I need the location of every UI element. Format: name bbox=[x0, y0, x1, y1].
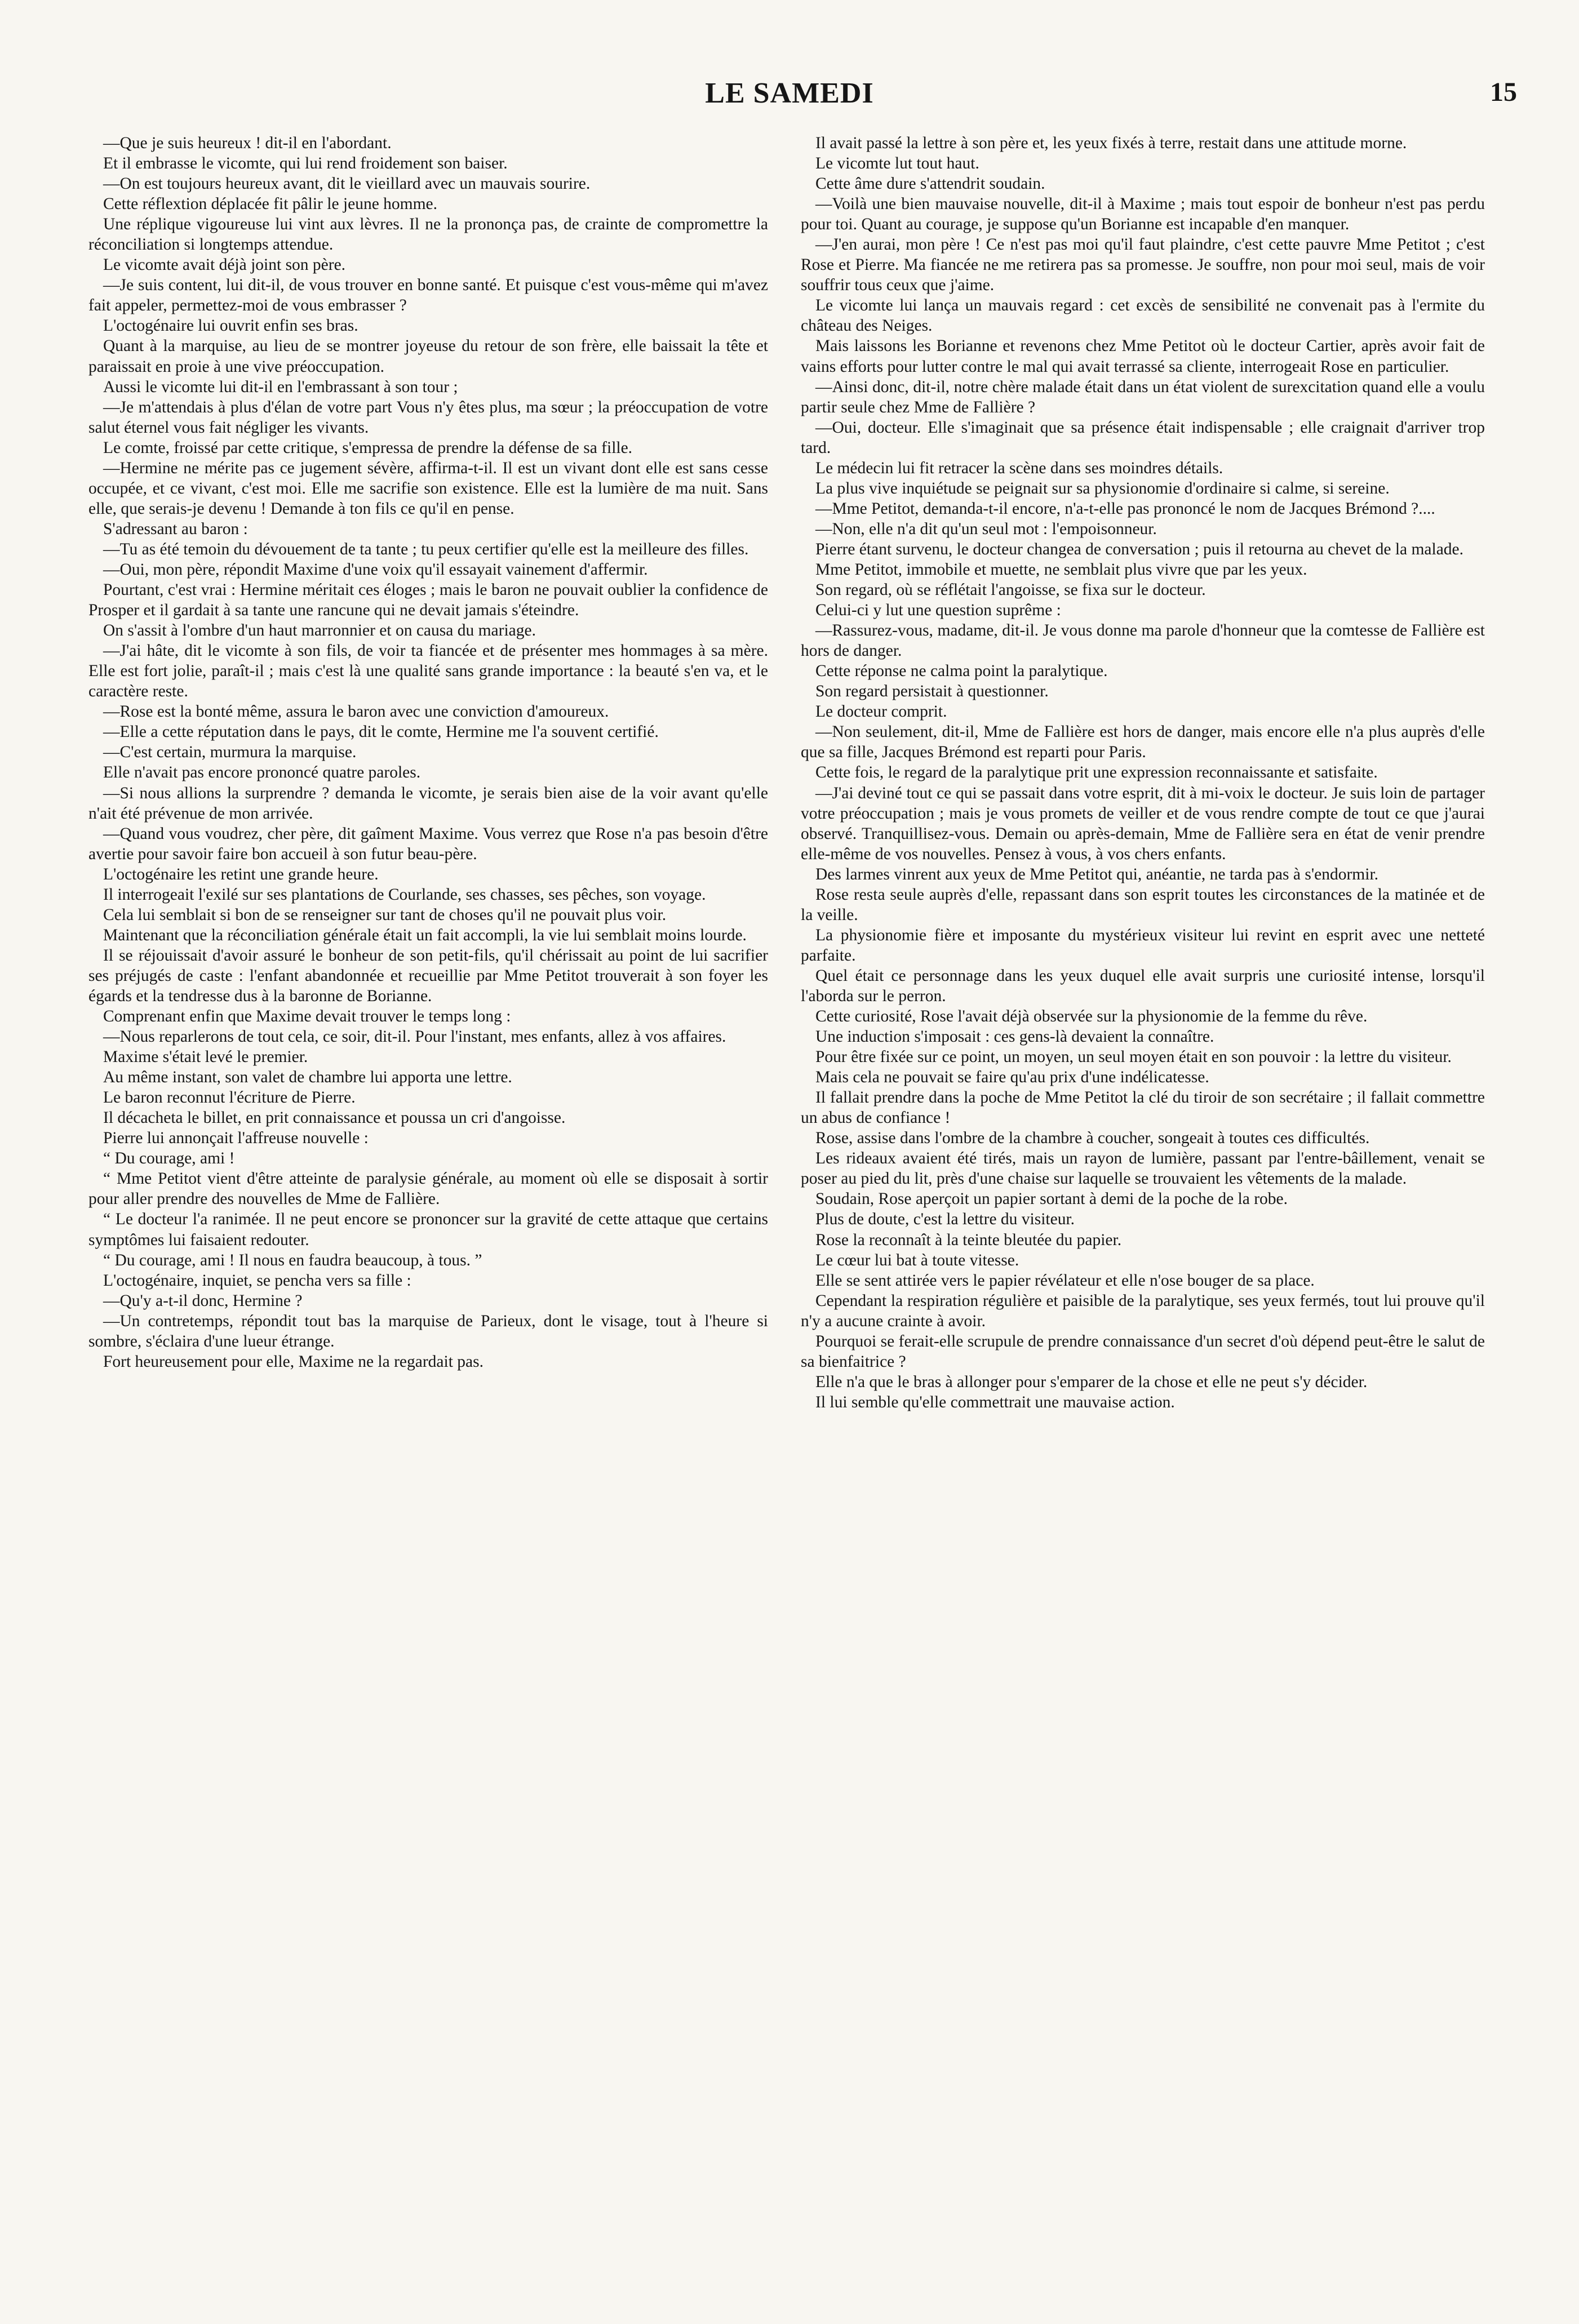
paragraph: Le docteur comprit. bbox=[815, 703, 947, 721]
paragraph: Le comte, froissé par cette critique, s'empressa de prendre la défense de sa fille. bbox=[103, 438, 633, 457]
paragraph: Il se réjouissait d'avoir assuré le bonheur de son petit-fils, qu'il chérissait au point de lui sacrifier ses préjugés de caste : l'enfant abandonnée et recueillie par Mme Petitot trouverait à son foyer les égards et la tendresse dus à la baronne de Borianne. bbox=[88, 946, 768, 1005]
paragraph: Rose, assise dans l'ombre de la chambre à coucher, songeait à toutes ces difficultés. bbox=[815, 1129, 1370, 1148]
paragraph: —Non seulement, dit-il, Mme de Fallière est hors de danger, mais encore elle n'a plus auprès d'elle que sa fille, Jacques Brémond est reparti pour Paris. bbox=[801, 723, 1485, 762]
paragraph: —Non, elle n'a dit qu'un seul mot : l'empoisonneur. bbox=[815, 519, 1157, 538]
page-number: 15 bbox=[1490, 77, 1517, 107]
paragraph: Soudain, Rose aperçoit un papier sortant à demi de la poche de la robe. bbox=[815, 1190, 1288, 1208]
paragraph: —Elle a cette réputation dans le pays, dit le comte, Hermine me l'a souvent certifié. bbox=[103, 723, 659, 741]
paragraph: Fort heureusement pour elle, Maxime ne la regardait pas. bbox=[103, 1352, 484, 1371]
paragraph: Au même instant, son valet de chambre lui apporta une lettre. bbox=[103, 1068, 512, 1087]
paragraph: Quel était ce personnage dans les yeux duquel elle avait surpris une curiosité intense, lorsqu'il l'aborda sur le perron. bbox=[801, 966, 1485, 1005]
paragraph: “ Du courage, ami ! bbox=[103, 1149, 235, 1168]
paragraph: S'adressant au baron : bbox=[103, 519, 248, 538]
paragraph: La plus vive inquiétude se peignait sur sa physionomie d'ordinaire si calme, si sereine. bbox=[815, 479, 1390, 497]
paragraph: Pour être fixée sur ce point, un moyen, un seul moyen était en son pouvoir : la lettre du visiteur. bbox=[815, 1048, 1452, 1067]
paragraph: Celui-ci y lut une question suprême : bbox=[815, 601, 1061, 620]
paragraph: —J'en aurai, mon père ! Ce n'est pas moi qu'il faut plaindre, c'est cette pauvre Mme Petitot ; c'est Rose et Pierre. Ma fiancée ne me retirera pas sa promesse. Je souffre, non pour moi seul, mais de voir souffrir tous ceux que j'aime. bbox=[801, 235, 1485, 295]
paragraph: —C'est certain, murmura la marquise. bbox=[103, 743, 357, 762]
paragraph: —Tu as été temoin du dévouement de ta tante ; tu peux certifier qu'elle est la meilleure des filles. bbox=[103, 540, 749, 558]
paragraph: —Un contretemps, répondit tout bas la marquise de Parieux, dont le visage, tout à l'heure si sombre, s'éclaira d'une lueur étrange. bbox=[88, 1312, 768, 1350]
paragraph: —Qu'y a-t-il donc, Hermine ? bbox=[103, 1291, 303, 1310]
paragraph: —Oui, mon père, répondit Maxime d'une voix qu'il essayait vainement d'affermir. bbox=[103, 560, 648, 579]
paragraph: —Voilà une bien mauvaise nouvelle, dit-il à Maxime ; mais tout espoir de bonheur n'est pas perdu pour toi. Quant au courage, je suppose qu'un Borianne est incapable d'en manquer. bbox=[801, 195, 1485, 234]
paragraph: —Hermine ne mérite pas ce jugement sévère, affirma-t-il. Il est un vivant dont elle est sans cesse occupée, et ce vivant, c'est moi. Elle me sacrifie son existence. Elle est la lumière de ma nuit. Sans elle, que serais-je devenu ! Demande à ton fils ce qu'il en pense. bbox=[88, 459, 768, 518]
paragraph: Cette réponse ne calma point la paralytique. bbox=[815, 662, 1108, 681]
paragraph: —Quand vous voudrez, cher père, dit gaîment Maxime. Vous verrez que Rose n'a pas besoin d'être avertie pour savoir faire bon accueil à son futur beau-père. bbox=[88, 824, 768, 863]
paragraph: Le vicomte lui lança un mauvais regard : cet excès de sensibilité ne convenait pas à l'ermite du château des Neiges. bbox=[801, 296, 1485, 335]
paragraph: Elle n'a que le bras à allonger pour s'emparer de la chose et elle ne peut s'y décider. bbox=[815, 1372, 1368, 1391]
paragraph: L'octogénaire lui ouvrit enfin ses bras. bbox=[103, 317, 358, 335]
paragraph: “ Mme Petitot vient d'être atteinte de paralysie générale, au moment où elle se disposait à sortir pour aller prendre des nouvelles de Mme de Fallière. bbox=[88, 1170, 768, 1208]
page-header bbox=[56, 72, 1523, 123]
paragraph: Rose la reconnaît à la teinte bleutée du papier. bbox=[815, 1230, 1122, 1249]
paragraph: —Nous reparlerons de tout cela, ce soir, dit-il. Pour l'instant, mes enfants, allez à vos affaires. bbox=[103, 1028, 726, 1046]
paragraph: Il fallait prendre dans la poche de Mme Petitot la clé du tiroir de son secrétaire ; il fallait commettre un abus de confiance ! bbox=[801, 1088, 1485, 1127]
paragraph: Pierre lui annonçait l'affreuse nouvelle : bbox=[103, 1129, 369, 1148]
paragraph: Cette fois, le regard de la paralytique prit une expression reconnaissante et satisfaite. bbox=[815, 763, 1378, 782]
paragraph: Des larmes vinrent aux yeux de Mme Petitot qui, anéantie, ne tarda pas à s'endormir. bbox=[815, 865, 1379, 883]
paragraph: Une réplique vigoureuse lui vint aux lèvres. Il ne la prononça pas, de crainte de compromettre la réconciliation si longtemps attendue. bbox=[88, 215, 768, 254]
paragraph: —Rassurez-vous, madame, dit-il. Je vous donne ma parole d'honneur que la comtesse de Fallière est hors de danger. bbox=[801, 621, 1485, 660]
paragraph: Rose resta seule auprès d'elle, repassant dans son esprit toutes les circonstances de la matinée et de la veille. bbox=[801, 885, 1485, 924]
paragraph: Une induction s'imposait : ces gens-là devaient la connaître. bbox=[815, 1028, 1214, 1046]
paragraph: Maxime s'était levé le premier. bbox=[103, 1048, 308, 1067]
paragraph: Pourtant, c'est vrai : Hermine méritait ces éloges ; mais le baron ne pouvait oublier la confidence de Prosper et il gardait à sa tante une rancune qui ne devait jamais s'éteindre. bbox=[88, 581, 768, 620]
paragraph: Son regard, où se réflétait l'angoisse, se fixa sur le docteur. bbox=[815, 581, 1206, 599]
paragraph: La physionomie fière et imposante du mystérieux visiteur lui revint en esprit avec une netteté parfaite. bbox=[801, 926, 1485, 965]
paragraph: —Oui, docteur. Elle s'imaginait que sa présence était indispensable ; elle craignait d'arriver trop tard. bbox=[801, 418, 1485, 457]
paragraph: Il lui semble qu'elle commettrait une mauvaise action. bbox=[815, 1393, 1175, 1411]
paragraph: Il décacheta le billet, en prit connaissance et poussa un cri d'angoisse. bbox=[103, 1109, 566, 1127]
paragraph: —On est toujours heureux avant, dit le vieillard avec un mauvais sourire. bbox=[103, 175, 591, 193]
paragraph: On s'assit à l'ombre d'un haut marronnier et on causa du mariage. bbox=[103, 621, 536, 640]
paragraph: —Si nous allions la surprendre ? demanda le vicomte, je serais bien aise de la voir avant qu'elle n'ait été prévenue de mon arrivée. bbox=[88, 784, 768, 823]
paragraph: Le vicomte lut tout haut. bbox=[815, 154, 979, 173]
text-column-right bbox=[801, 133, 1485, 2291]
paragraph: Il avait passé la lettre à son père et, les yeux fixés à terre, restait dans une attitude morne. bbox=[815, 134, 1407, 152]
paragraph: Le médecin lui fit retracer la scène dans ses moindres détails. bbox=[815, 459, 1223, 477]
paragraph: L'octogénaire les retint une grande heure. bbox=[103, 865, 379, 883]
paragraph: Et il embrasse le vicomte, qui lui rend froidement son baiser. bbox=[103, 154, 508, 173]
paragraph: L'octogénaire, inquiet, se pencha vers sa fille : bbox=[103, 1271, 411, 1290]
paragraph: —Mme Petitot, demanda-t-il encore, n'a-t-elle pas prononcé le nom de Jacques Brémond ?.... bbox=[815, 499, 1435, 518]
paragraph: Cette curiosité, Rose l'avait déjà observée sur la physionomie de la femme du rêve. bbox=[815, 1007, 1368, 1026]
paragraph: —Je m'attendais à plus d'élan de votre part Vous n'y êtes plus, ma sœur ; la préoccupation de votre salut éternel vous fait négliger les vivants. bbox=[88, 398, 768, 437]
paragraph: Comprenant enfin que Maxime devait trouver le temps long : bbox=[103, 1007, 511, 1026]
paragraph: —Rose est la bonté même, assura le baron avec une conviction d'amoureux. bbox=[103, 703, 609, 721]
paragraph: Le vicomte avait déjà joint son père. bbox=[103, 256, 346, 274]
paragraph: Aussi le vicomte lui dit-il en l'embrassant à son tour ; bbox=[103, 377, 458, 396]
paragraph: —J'ai deviné tout ce qui se passait dans votre esprit, dit à mi-voix le docteur. Je suis loin de partager votre préoccupation ; mais je vous promets de veiller et de vous rendre compte de tout ce que j'aurai observé. Tranquillisez-vous. Demain ou après-demain, Mme de Fallière sera en état de venir prendre elle-même de vos nouvelles. Pensez à vous, à vos chers enfants. bbox=[801, 784, 1485, 863]
paragraph: Cette réflextion déplacée fit pâlir le jeune homme. bbox=[103, 195, 438, 214]
paragraph: Quant à la marquise, au lieu de se montrer joyeuse du retour de son frère, elle baissait la tête et paraissait en proie à une vive préoccupation. bbox=[88, 337, 768, 376]
paragraph: “ Le docteur l'a ranimée. Il ne peut encore se prononcer sur la gravité de cette attaque que certains symptômes lui faisaient redouter. bbox=[88, 1210, 768, 1249]
paragraph: —Que je suis heureux ! dit-il en l'abordant. bbox=[103, 134, 392, 152]
paragraph: Plus de doute, c'est la lettre du visiteur. bbox=[815, 1210, 1075, 1229]
paragraph: Pourquoi se ferait-elle scrupule de prendre connaissance d'un secret d'où dépend peut-être le salut de sa bienfaitrice ? bbox=[801, 1332, 1485, 1371]
paragraph: Le baron reconnut l'écriture de Pierre. bbox=[103, 1088, 356, 1107]
paragraph: —Je suis content, lui dit-il, de vous trouver en bonne santé. Et puisque c'est vous-même qui m'avez fait appeler, permettez-moi de vous embrasser ? bbox=[88, 276, 768, 315]
paragraph: —Ainsi donc, dit-il, notre chère malade était dans un état violent de surexcitation quand elle a voulu partir seule chez Mme de Fallière ? bbox=[801, 377, 1485, 416]
paragraph: Mais laissons les Borianne et revenons chez Mme Petitot où le docteur Cartier, après avoir fait de vains efforts pour lutter contre le mal qui avait terrassé sa cliente, interrogeait Rose en particulier. bbox=[801, 337, 1485, 376]
paragraph: Mme Petitot, immobile et muette, ne semblait plus vivre que par les yeux. bbox=[815, 560, 1307, 579]
paragraph: Pierre étant survenu, le docteur changea de conversation ; puis il retourna au chevet de la malade. bbox=[815, 540, 1464, 558]
paragraph: Le cœur lui bat à toute vitesse. bbox=[815, 1251, 1019, 1269]
text-column-left bbox=[88, 133, 768, 2291]
paragraph: Cela lui semblait si bon de se renseigner sur tant de choses qu'il ne pouvait plus voir. bbox=[103, 905, 667, 924]
paragraph: Maintenant que la réconciliation générale était un fait accompli, la vie lui semblait moins lourde. bbox=[103, 926, 747, 944]
paragraph: “ Du courage, ami ! Il nous en faudra beaucoup, à tous. ” bbox=[103, 1251, 482, 1269]
paragraph: Cette âme dure s'attendrit soudain. bbox=[815, 175, 1045, 193]
paragraph: Cependant la respiration régulière et paisible de la paralytique, ses yeux fermés, tout lui prouve qu'il n'y a aucune crainte à avoir. bbox=[801, 1291, 1485, 1330]
running-title: LE SAMEDI bbox=[705, 77, 874, 109]
paragraph: Elle n'avait pas encore prononcé quatre paroles. bbox=[103, 763, 421, 782]
paragraph: —J'ai hâte, dit le vicomte à son fils, de voir ta fiancée et de présenter mes hommages à sa mère. Elle est fort jolie, paraît-il ; mais c'est là une qualité sans grande importance : la beauté s'en va, et le caractère reste. bbox=[88, 642, 768, 701]
paragraph: Son regard persistait à questionner. bbox=[815, 682, 1049, 701]
paragraph: Les rideaux avaient été tirés, mais un rayon de lumière, passant par l'entre-bâillement, venait se poser au pied du lit, près d'une chaise sur laquelle se trouvaient les vêtements de la malade. bbox=[801, 1149, 1485, 1188]
paragraph: Elle se sent attirée vers le papier révélateur et elle n'ose bouger de sa place. bbox=[815, 1271, 1315, 1290]
paragraph: Mais cela ne pouvait se faire qu'au prix d'une indélicatesse. bbox=[815, 1068, 1209, 1087]
paragraph: Il interrogeait l'exilé sur ses plantations de Courlande, ses chasses, ses pêches, son voyage. bbox=[103, 885, 706, 904]
